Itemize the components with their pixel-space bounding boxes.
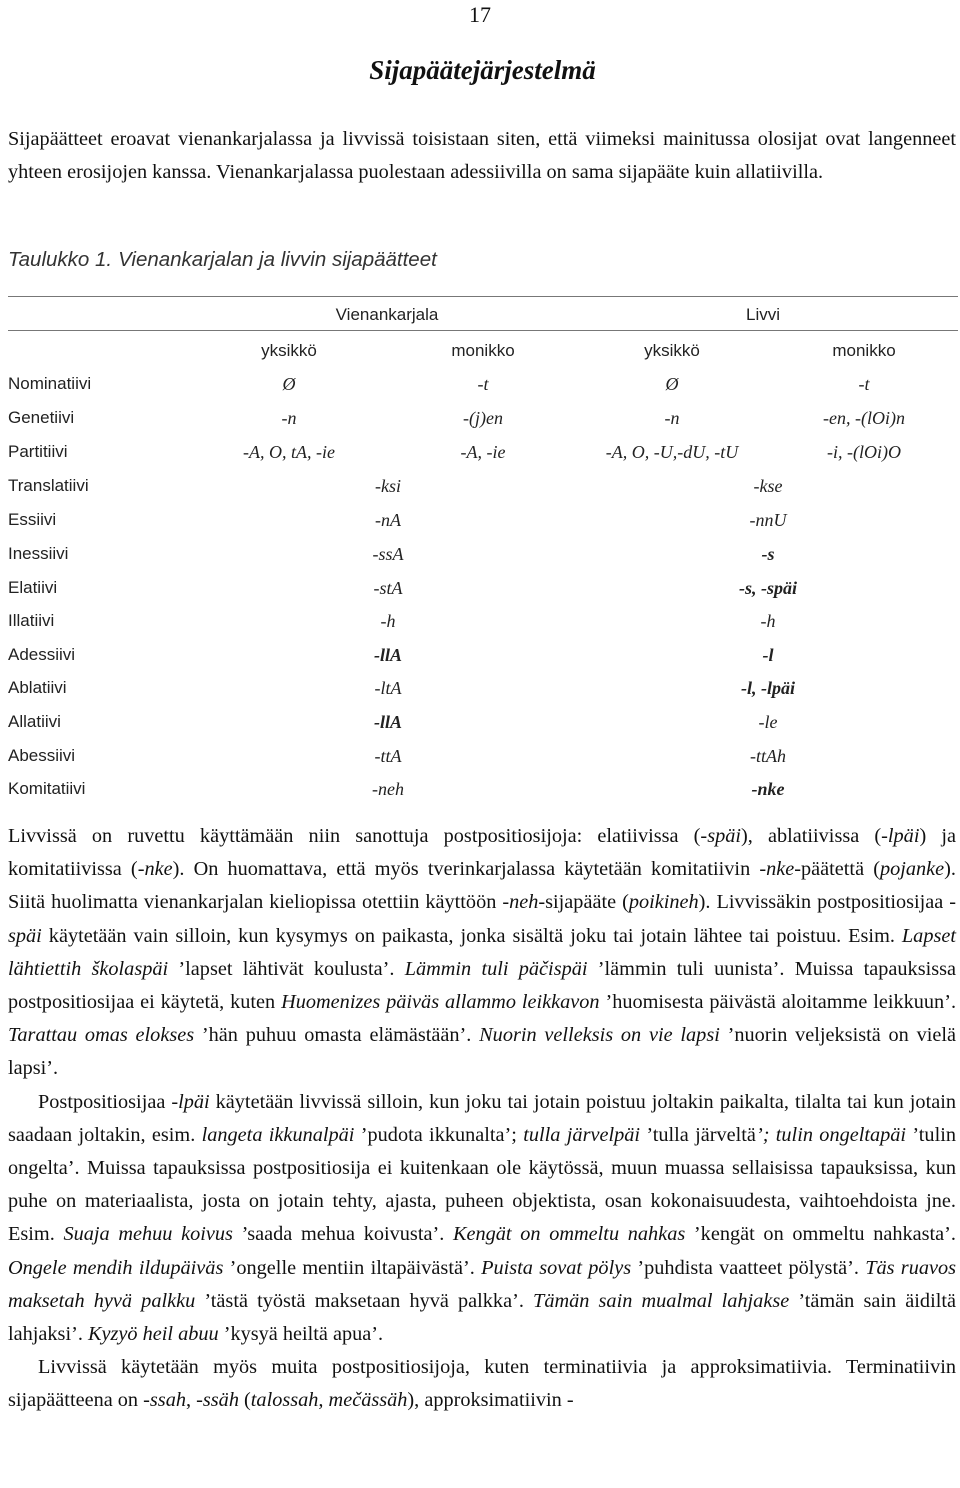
ending-livvi: -ttAh xyxy=(750,746,786,766)
ending-livvi: -l, -lpäi xyxy=(741,678,795,698)
italic-example: Puista sovat pölys xyxy=(481,1256,632,1279)
italic-example: tulla järvelpäi xyxy=(523,1123,641,1146)
italic-example: Tämän sain mualmal lahjakse xyxy=(533,1289,790,1312)
ending-vienankarjala: -ttA xyxy=(374,746,402,766)
text-run: ), approksimatiivin - xyxy=(407,1389,574,1412)
ending-vk-plural: -A, -ie xyxy=(460,442,506,462)
text-run: ’tulla järveltä xyxy=(640,1123,756,1146)
text-run: käytetään livvissä silloin, kun joku tai jotain poistuu joltakin paikalta, tilalta tai kun jotain saadaan joltakin, esim. xyxy=(8,1090,956,1146)
italic-example: Lapset lähtiettih školaspäi xyxy=(8,924,956,980)
table-caption xyxy=(8,248,437,272)
ending-vk-singular: -n xyxy=(281,408,297,428)
ending-livvi: -s xyxy=(761,544,775,564)
table-row xyxy=(0,578,960,604)
table-row xyxy=(0,645,960,671)
subheader-vk-plural: monikko xyxy=(451,341,515,360)
text-run: ’tämän sain äidiltä lahjaksi’. xyxy=(8,1289,956,1346)
text-run: ’puhdista vaatteet pölystä’. xyxy=(631,1256,866,1279)
case-name: Nominatiivi xyxy=(8,374,92,393)
text-run: ’ongelle mentiin iltapäivästä’. xyxy=(223,1256,482,1279)
italic-example: Huomenizes päiväs allammo leikkavon xyxy=(281,991,600,1014)
table-row xyxy=(0,746,960,772)
paragraph xyxy=(8,820,956,1086)
ending-lv-singular: -n xyxy=(664,408,680,428)
italic-example: pojanke xyxy=(879,858,945,881)
italic-example: neh xyxy=(509,891,539,914)
body-paragraphs xyxy=(8,820,956,1418)
case-name: Komitatiivi xyxy=(8,779,86,798)
header-vienankarjala: Vienankarjala xyxy=(335,305,439,324)
table-caption-label: Taulukko 1. xyxy=(8,248,113,271)
text-run: Livvissä käytetään myös muita postpositiosijoja, kuten terminatiivia ja approksimatiivia. Terminatiivin sijapäätteena on - xyxy=(8,1356,956,1412)
case-name: Illatiivi xyxy=(8,611,55,630)
ending-vk-plural: -t xyxy=(477,374,489,394)
table-row xyxy=(0,712,960,738)
italic-example: Kyzyö heil abuu xyxy=(87,1323,219,1346)
intro-text: Sijapäätteet eroavat vienankarjalassa ja livvissä toisistaan siten, että viimeksi mainitussa olosijat ovat langenneet yhteen erosijojen kanssa. Vienankarjalassa puolestaan adessiivilla on sama sijapääte kuin allatiivilla. xyxy=(8,128,956,184)
italic-example: nke xyxy=(144,858,173,881)
ending-livvi: -nke xyxy=(751,779,785,799)
text-run: ). Livvissäkin postpositiosijaa - xyxy=(698,891,957,914)
text-run: ’lapset lähtivät koulusta’. xyxy=(168,957,405,980)
text-run: ’lämmin tuli uunista’. Muissa tapauksissa postpositiosijaa ei käytetä, kuten xyxy=(8,957,957,1014)
text-run: ). Siitä huolimatta vienankarjalan kieliopissa otettiin käyttöön - xyxy=(8,858,956,914)
italic-example: lpäi xyxy=(887,825,920,847)
ending-livvi: -le xyxy=(758,712,778,732)
ending-lv-singular: Ø xyxy=(665,374,679,394)
table-row xyxy=(0,476,960,502)
subheader-vk-singular: yksikkö xyxy=(261,341,317,360)
ending-livvi: -kse xyxy=(753,476,783,496)
italic-example: späi xyxy=(707,825,741,847)
chapter-title: Sijapäätejärjestelmä xyxy=(369,55,596,85)
text-run: ’saada mehua koivusta’. xyxy=(232,1223,453,1246)
subheader-lv-singular: yksikkö xyxy=(644,341,700,360)
table-rule-header xyxy=(8,330,958,331)
table-caption-text: Vienankarjalan ja livvin sijapäätteet xyxy=(118,248,437,271)
italic-example: nke xyxy=(766,858,795,881)
ending-vienankarjala: -llA xyxy=(373,645,402,665)
table-row xyxy=(0,678,960,704)
text-run: -päätettä ( xyxy=(794,858,880,881)
text-run: ) ja komitatiivissa (- xyxy=(8,825,957,881)
ending-lv-singular: -A, O, -U,-dU, -tU xyxy=(605,442,739,462)
text-run: ’nuorin veljeksistä on vielä lapsi’. xyxy=(8,1024,957,1080)
text-run: ’huomisesta päivästä aloitamme leikkuun’. xyxy=(599,991,957,1014)
text-run: ’kysyä heiltä apua’. xyxy=(218,1323,384,1346)
table-row xyxy=(0,779,960,805)
ending-vienankarjala: -ssA xyxy=(372,544,404,564)
italic-example: Nuorin velleksis on vie lapsi xyxy=(479,1024,720,1047)
ending-vienankarjala: -h xyxy=(380,611,396,631)
case-name: Ablatiivi xyxy=(8,678,67,697)
text-run: ’tästä työstä maksetaan hyvä palkka’. xyxy=(195,1289,534,1312)
text-run: käytetään vain silloin, kun kysymys on paikasta, jonka sisältä joku tai jotain lähtee tai poistuu. Esim. xyxy=(41,924,902,947)
italic-example: lpäi xyxy=(178,1090,210,1113)
ending-vienankarjala: -nA xyxy=(375,510,401,530)
italic-example: Lämmin tuli päčispäi xyxy=(404,957,588,980)
ending-livvi: -nnU xyxy=(749,510,787,530)
paragraph xyxy=(8,1086,956,1352)
italic-example: Suaja mehuu koivus xyxy=(63,1223,233,1246)
italic-example: ssäh xyxy=(202,1389,239,1412)
page-number: 17 xyxy=(469,2,491,27)
ending-vk-plural: -(j)en xyxy=(463,408,503,428)
text-run: ’hän puhuu omasta elämästään’. xyxy=(194,1024,480,1047)
italic-example: Tarattau omas elokses xyxy=(8,1024,195,1047)
case-name: Adessiivi xyxy=(8,645,76,664)
table-row xyxy=(0,510,960,536)
ending-lv-plural: -i, -(lOi)O xyxy=(827,442,901,462)
ending-livvi: -h xyxy=(760,611,776,631)
text-run: Livvissä on ruvettu käyttämään niin sanottuja postpositiosijoja: elatiivissa (- xyxy=(8,825,708,847)
case-name: Essiivi xyxy=(8,510,57,529)
intro-paragraph xyxy=(8,123,956,189)
case-name: Partitiivi xyxy=(8,442,68,461)
header-livvi: Livvi xyxy=(745,305,780,324)
italic-example: Kengät on ommeltu nahkas xyxy=(452,1223,686,1246)
text-run: ’kengät on ommeltu nahkasta’. xyxy=(685,1223,956,1246)
text-run: ), ablatiivissa (- xyxy=(741,825,888,847)
table-row xyxy=(0,611,960,637)
case-name: Allatiivi xyxy=(8,712,61,731)
text-run: -sijapääte ( xyxy=(538,891,629,914)
italic-example: talossah, mečässäh xyxy=(250,1389,408,1412)
ending-lv-plural: -t xyxy=(858,374,870,394)
italic-example: ssah xyxy=(149,1389,186,1412)
ending-lv-plural: -en, -(lOi)n xyxy=(823,408,905,428)
case-name: Elatiivi xyxy=(8,578,58,597)
ending-vienankarjala: -stA xyxy=(373,578,403,598)
ending-vienankarjala: -ltA xyxy=(374,678,402,698)
case-name: Abessiivi xyxy=(8,746,76,765)
italic-example: langeta ikkunalpäi xyxy=(201,1123,355,1146)
ending-vk-singular: Ø xyxy=(282,374,296,394)
text-run: ). On huomattava, että myös tverinkarjalassa käytetään komitatiivin - xyxy=(172,858,767,881)
table-row xyxy=(0,544,960,570)
case-name: Translatiivi xyxy=(8,476,89,495)
table-rule-top xyxy=(8,296,958,297)
ending-vienankarjala: -ksi xyxy=(375,476,401,496)
ending-vienankarjala: -neh xyxy=(372,779,404,799)
italic-example: Täs ruavos maksetah hyvä palkku xyxy=(8,1256,957,1312)
case-name: Inessiivi xyxy=(8,544,69,563)
table-row xyxy=(0,408,960,434)
ending-livvi: -s, -späi xyxy=(739,578,797,598)
italic-example: Ongele mendih ildupäiväs xyxy=(8,1256,224,1279)
table-row xyxy=(0,442,960,468)
ending-vienankarjala: -llA xyxy=(373,712,402,732)
ending-livvi: -l xyxy=(762,645,774,665)
case-name: Genetiivi xyxy=(8,408,75,427)
table-row xyxy=(0,374,960,400)
ending-vk-singular: -A, O, tA, -ie xyxy=(243,442,335,462)
subheader-lv-plural: monikko xyxy=(832,341,896,360)
italic-example: ’; tulin ongeltapäi xyxy=(755,1123,907,1146)
text-run: ’pudota ikkunalta’; xyxy=(354,1123,524,1146)
italic-example: späi xyxy=(8,924,42,947)
italic-example: poikineh xyxy=(628,891,699,914)
text-run: Postpositiosijaa - xyxy=(38,1090,179,1113)
text-run: ( xyxy=(238,1389,251,1412)
text-run: , - xyxy=(185,1389,203,1412)
paragraph xyxy=(8,1351,956,1417)
text-run: ’tulin ongelta’. Muissa tapauksissa postpositiosija ei kuitenkaan ole käytössä, muun muassa sellaisissa tapauksissa, kun puhe on materiaalista, josta on jotain tehty, ajasta, puheen objektista, osan kokonaisuudesta, vaihtoehdoista jne. Esim. xyxy=(8,1123,956,1246)
